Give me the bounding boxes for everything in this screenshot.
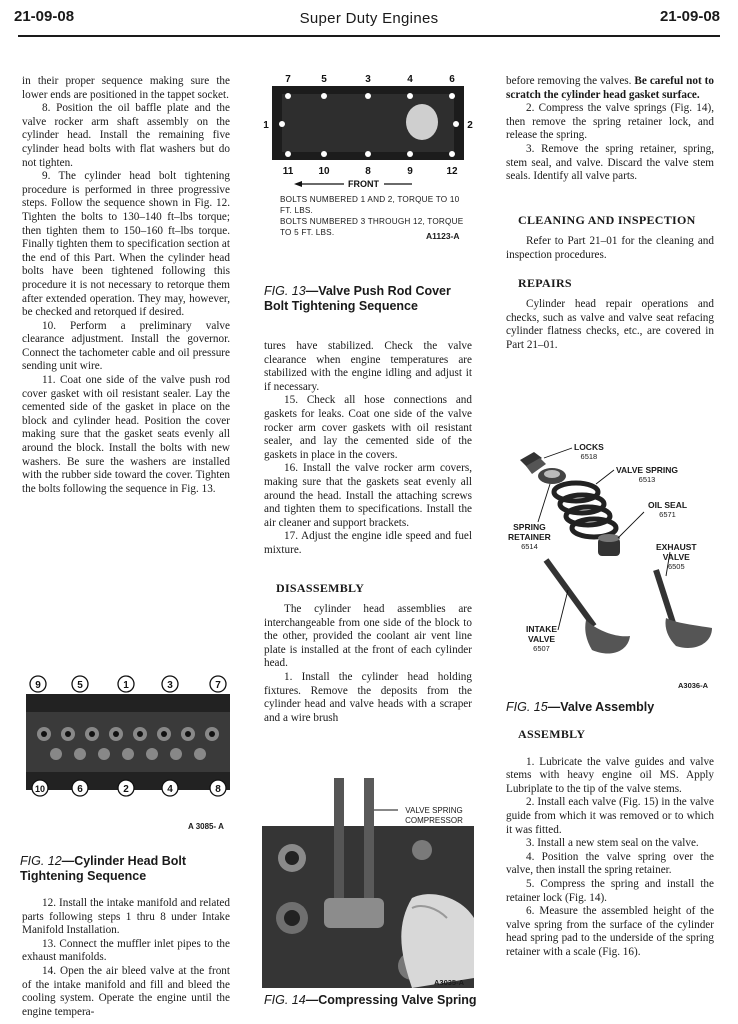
fig15-exhaust-text-2: VALVE bbox=[662, 552, 690, 562]
col2-step-15: 15. Check all hose connections and gaskets for leaks. Coat one side of the valve rocker arm cover gaskets with oil resistant sealer, and lay the cemented side of the gaskets in place in the covers. bbox=[264, 394, 472, 461]
col2-disassembly-intro: The cylinder head assemblies are interchangeable from one side of the block to the other, provided the coolant air vent line plate is installed at the front of each cylinder head. bbox=[264, 603, 472, 670]
page-code-left: 21-09-08 bbox=[14, 8, 75, 25]
fig13-bolt-label: 3 bbox=[365, 74, 371, 85]
fig12-bolt-label: 5 bbox=[77, 680, 83, 691]
fig13-caption bbox=[264, 284, 478, 314]
col3-assembly-step-1: 1. Lubricate the valve guides and valve stems with heavy engine oil MS. Apply Lubriplate to the tip of the valve stems. bbox=[506, 755, 714, 795]
fig15-exhaust-label bbox=[656, 542, 697, 572]
fig13-note-2: BOLTS NUMBERED 3 THROUGH 12, TORQUE TO 5 FT. LBS. bbox=[280, 217, 464, 237]
fig15-locks-text: LOCKS bbox=[574, 442, 604, 452]
column-3-bottom bbox=[506, 728, 714, 960]
fig13-bolt-label: 1 bbox=[263, 120, 269, 131]
fig13-code: A1123-A bbox=[426, 231, 460, 241]
col3-step-3: 3. Remove the spring retainer, spring, stem seal, and valve. Discard the valve stem seals. Identify all valve parts. bbox=[506, 142, 714, 183]
fig13-bolt-label: 6 bbox=[449, 74, 455, 85]
col3-paragraph-1 bbox=[506, 75, 714, 102]
col3-assembly-step-6: 6. Measure the assembled height of the valve spring from the surface of the cylinder head spring pad to the underside of the spring retainer with a scale (Fig. 16). bbox=[506, 905, 714, 958]
fig15-caption-fig: FIG. 15 bbox=[506, 700, 548, 714]
fig15-exhaust-text-1: EXHAUST bbox=[656, 542, 697, 552]
column-2-text bbox=[264, 340, 472, 725]
col1-step-9: 9. The cylinder head bolt tightening procedure is performed in three progressive steps. Follow the sequence shown in Fig. 12. Tighten the bolts to 130–140 ft–lbs torque; then tighten them to 150–160 ft–lbs torque. Finally tighten them to specification section at the end of this Part. When the cylinder head bolts have been tightened following this procedure it is not necessary to retorque them after extended operation. They may, however, be checked and retorqued if desired. bbox=[22, 170, 230, 319]
fig15-exhaust-num: 6505 bbox=[667, 562, 685, 571]
fig13-bolt-label: 4 bbox=[407, 74, 413, 85]
header-rule bbox=[18, 35, 720, 37]
fig15-spring-num: 6513 bbox=[638, 475, 656, 484]
fig15-retainer-num: 6514 bbox=[521, 542, 538, 551]
assembly-heading: ASSEMBLY bbox=[518, 727, 586, 741]
column-1-top bbox=[22, 75, 230, 496]
col3-repairs-text: Cylinder head repair operations and checks, such as valve and valve seat refacing cylinder flatness checks, etc., are covered in Part 21–01. bbox=[506, 298, 714, 351]
fig15-locks-num: 6518 bbox=[580, 452, 598, 461]
fig15-retainer-label bbox=[508, 522, 551, 552]
fig14-caption bbox=[264, 993, 478, 1008]
fig14-caption-fig: FIG. 14 bbox=[264, 993, 306, 1007]
fig12-code: A 3085- A bbox=[188, 822, 224, 831]
fig15-seal-label bbox=[648, 500, 687, 520]
fig13-bolt-label: 8 bbox=[365, 166, 371, 177]
col2-paragraph-1: tures have stabilized. Check the valve clearance when engine temperatures are stabilized with the engine idling and adjust it if necessary. bbox=[264, 340, 472, 393]
fig14-label: VALVE SPRING COMPRESSOR bbox=[405, 806, 463, 825]
col3-assembly-step-5: 5. Compress the spring and install the retainer lock (Fig. 14). bbox=[506, 877, 714, 904]
col3-assembly-step-2: 2. Install each valve (Fig. 15) in the valve guide from which it was removed or to which it was fitted. bbox=[506, 796, 714, 836]
fig15-caption-text: —Valve Assembly bbox=[547, 700, 655, 714]
col1-step-10: 10. Perform a preliminary valve clearance adjustment. Install the governor. Connect the tachometer cable and oil pressure sending unit wire. bbox=[22, 319, 230, 373]
fig15-intake-text-1: INTAKE bbox=[526, 624, 558, 634]
col1-step-14: 14. Open the air bleed valve at the front of the intake manifold and fill and bleed the cooling system. Operate the engine until the engine tempera- bbox=[22, 964, 230, 1018]
fig14-caption-text: —Compressing Valve Spring bbox=[305, 993, 477, 1007]
fig12-bolt-label: 1 bbox=[123, 680, 129, 691]
fig13-bolt-label: 7 bbox=[285, 74, 291, 85]
page-code-right: 21-09-08 bbox=[659, 8, 720, 25]
fig15-spring-text: VALVE SPRING bbox=[616, 465, 679, 475]
fig14-code: A3035-A bbox=[434, 978, 465, 987]
fig12-bolt-label: 7 bbox=[215, 680, 221, 691]
col3-p1-text: before removing the valves. bbox=[506, 75, 635, 87]
page-title: Super Duty Engines bbox=[299, 10, 439, 27]
fig15-seal-text: OIL SEAL bbox=[648, 500, 688, 510]
col3-assembly-step-3: 3. Install a new stem seal on the valve. bbox=[526, 837, 699, 850]
fig15-locks-label bbox=[574, 442, 604, 462]
col3-cleaning-text: Refer to Part 21–01 for the cleaning and inspection procedures. bbox=[506, 235, 714, 261]
repairs-heading: REPAIRS bbox=[518, 275, 572, 290]
fig15-intake-label bbox=[526, 624, 557, 654]
col1-step-11: 11. Coat one side of the valve push rod cover gasket with oil resistant sealer. Lay the cemented side of the gasket in place on the block and cylinder head. Position the cover making sure that the gasket seats evenly all around the block. Install the bolts with new washers. Be sure the washers are installed with the rubber side toward the cover. Tighten the bolts following the sequence in Fig. 13. bbox=[22, 374, 230, 495]
col3-p1-warning: Be careful not to scratch the cylinder head gasket surface. bbox=[506, 75, 714, 101]
disassembly-heading: DISASSEMBLY bbox=[276, 580, 365, 595]
fig12-bolt-label: 6 bbox=[77, 784, 83, 795]
col1-step-8: 8. Position the oil baffle plate and the valve rocker arm shaft assembly on the cylinder head. Install the remaining five cylinder head bolts with flat washers but do not tighten. bbox=[22, 102, 230, 169]
fig15-retainer-text-1: SPRING bbox=[513, 522, 546, 532]
fig13-caption-text: —Valve Push Rod Cover Bolt Tightening Sequence bbox=[264, 284, 451, 313]
fig12-bolt-label: 9 bbox=[35, 680, 41, 691]
fig15-caption bbox=[506, 700, 716, 715]
col2-step-16: 16. Install the valve rocker arm covers, making sure that the gaskets seat evenly all around the head. Install the attaching screws and tighten them to specifications. Install the air cleaner and support brackets. bbox=[264, 462, 472, 529]
fig13-note-1: BOLTS NUMBERED 1 AND 2, TORQUE TO 10 FT. LBS. bbox=[280, 195, 460, 215]
fig15-intake-text-2: VALVE bbox=[527, 634, 556, 644]
fig15-retainer-text-2: RETAINER bbox=[508, 532, 551, 542]
fig13-bolt-label: 12 bbox=[446, 166, 458, 177]
fig13-bolt-label: 11 bbox=[282, 166, 294, 177]
fig15-spring-label bbox=[616, 465, 678, 485]
fig13-front-label: FRONT bbox=[348, 179, 379, 189]
col3-assembly-step-4: 4. Position the valve spring over the valve, then install the spring retainer. bbox=[506, 850, 714, 877]
fig12-bolt-label: 8 bbox=[215, 784, 221, 795]
col1-paragraph-1: in their proper sequence making sure the lower ends are positioned in the tappet socket. bbox=[22, 75, 230, 101]
col2-step-17: 17. Adjust the engine idle speed and fuel mixture. bbox=[264, 530, 472, 556]
fig12-caption-text: —Cylinder Head Bolt Tightening Sequence bbox=[20, 854, 187, 883]
col2-disassembly-step-1: 1. Install the cylinder head holding fixtures. Remove the deposits from the cylinder head and valve heads with a scraper and a wire brush bbox=[264, 671, 472, 724]
fig15-intake-num: 6507 bbox=[533, 644, 550, 653]
fig12-caption-fig: FIG. 12 bbox=[20, 854, 62, 868]
fig13-push-rod-cover-image bbox=[262, 72, 474, 190]
fig13-bolt-label: 5 bbox=[321, 74, 327, 85]
fig13-bolt-label: 10 bbox=[318, 166, 330, 177]
cleaning-inspection-heading: CLEANING AND INSPECTION bbox=[518, 212, 696, 227]
col1-step-12: 12. Install the intake manifold and related parts following steps 1 thru 8 under Intake Manifold Installation. bbox=[22, 897, 230, 937]
fig12-bolt-label: 4 bbox=[167, 784, 173, 795]
fig12-bolt-label: 3 bbox=[167, 680, 173, 691]
col1-step-13: 13. Connect the muffler inlet pipes to the exhaust manifolds. bbox=[22, 937, 230, 964]
fig12-bolt-label: 10 bbox=[34, 784, 46, 794]
fig12-cylinder-head-image bbox=[18, 672, 236, 802]
column-3-top bbox=[506, 75, 714, 353]
fig13-bolt-label: 2 bbox=[467, 120, 473, 131]
fig15-code: A3036-A bbox=[678, 681, 709, 690]
fig15-seal-num: 6571 bbox=[659, 510, 676, 519]
col3-step-2: 2. Compress the valve springs (Fig. 14), then remove the spring retainer lock, and release the spring. bbox=[506, 102, 714, 142]
fig12-caption bbox=[20, 854, 230, 884]
column-1-bottom bbox=[22, 897, 230, 1019]
fig13-caption-fig: FIG. 13 bbox=[264, 284, 306, 298]
fig13-bolt-label: 9 bbox=[407, 166, 413, 177]
fig12-bolt-label: 2 bbox=[123, 784, 129, 795]
